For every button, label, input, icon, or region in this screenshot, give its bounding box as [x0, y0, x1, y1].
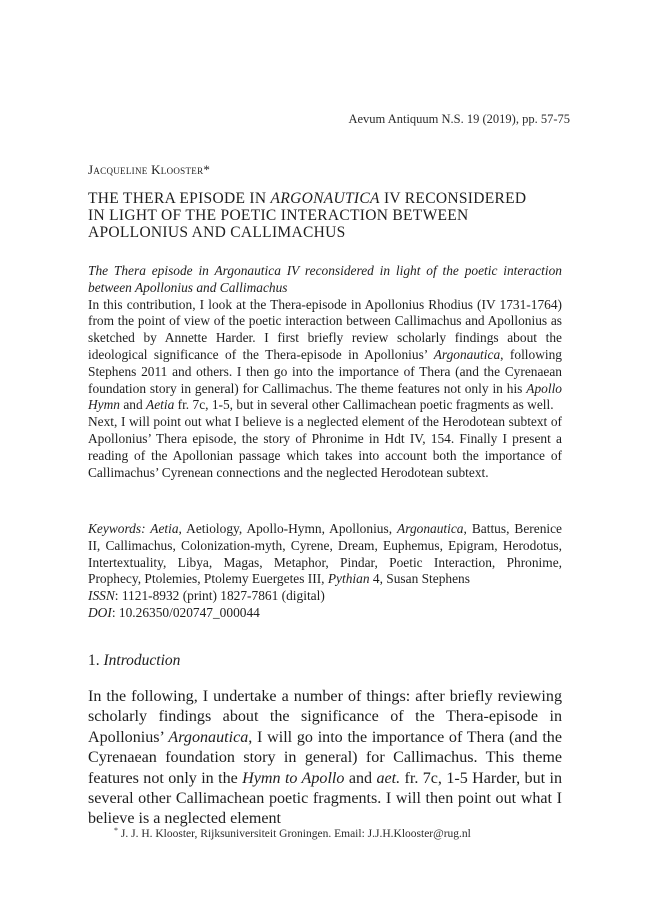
keywords-italic: Pythian	[327, 571, 370, 587]
keywords-italic: Argonautica	[397, 521, 464, 536]
abstract-italic: Aetia	[146, 397, 175, 413]
doi-line	[88, 605, 562, 622]
body-span: , I will go into the importance of Thera (and the Cyrenaean foundation story in general) for Callimachus. This theme features not only in the	[88, 728, 562, 787]
author-name: Jacqueline Klooster*	[88, 162, 211, 177]
footnote-text: J. J. H. Klooster, Rijksuniversiteit Groningen. Email: J.J.H.Klooster@rug.nl	[118, 828, 471, 840]
abstract-paragraph-2: Next, I will point out what I believe is a neglected element of the Herodotean subtext of Apollonius’ Thera episode, the story of Phronime in Hdt IV, 154. Finally I present a reading of the Apollonian passage which takes into account both the importance of Callimachus’ Cyrenean connections and the neglected Herodotean subtext.	[88, 414, 562, 480]
abstract-text: and	[119, 397, 147, 413]
abstract-paragraph-1	[88, 297, 562, 415]
body-italic: Argonautica	[168, 728, 249, 746]
abstract-italic-title: The Thera episode in Argonautica IV reconsidered in light of the poetic interaction between Apollonius and Callimachus	[88, 263, 562, 295]
title-italic: ARGONAUTICA	[270, 190, 380, 207]
title-line-2: IN LIGHT OF THE POETIC INTERACTION BETWEEN	[88, 207, 469, 224]
paper-title	[88, 190, 568, 241]
body-span: fr. 7c, 1-5 Harder, but in several other Callimachean poetic fragments. I will then point out what I believe is a neglected element	[88, 769, 563, 828]
keywords-block	[88, 521, 562, 622]
doi-label: DOI	[88, 604, 112, 620]
footnote	[114, 826, 471, 840]
abstract	[88, 263, 562, 481]
doi-value: : 10.26350/020747_000044	[111, 604, 260, 620]
title-text: THE THERA EPISODE IN	[88, 190, 271, 207]
body-span: In the following, I undertake a number of things: after briefly reviewing scholarly findings about the significance of the Thera-episode in Apollonius’	[88, 688, 562, 746]
section-number: 1.	[88, 652, 104, 669]
keywords-text: 4, Susan Stephens	[369, 571, 470, 587]
abstract-italic: Argonautica	[433, 346, 501, 362]
keywords-text: , Aetiology, Apollo-Hymn, Apollonius,	[178, 521, 398, 536]
abstract-text: fr. 7c, 1-5, but in several other Callimachean poetic fragments as well.	[174, 397, 554, 413]
body-span: and	[344, 769, 377, 787]
keywords-text: , Battus, Berenice II, Callimachus, Colonization-myth, Cyrene, Dream, Euphemus, Epigram, Herodotus, Intertextuality, Libya, Magas, Metaphor, Pindar, Poetic Interaction, Phronime, Prophecy, Ptolemies, Ptolemy Euergetes III,	[88, 521, 562, 587]
title-text: IV RECONSIDERED	[379, 190, 527, 207]
section-heading	[88, 652, 180, 670]
issn-label: ISSN	[88, 588, 115, 604]
body-paragraph	[88, 687, 562, 830]
journal-reference: Aevum Antiquum N.S. 19 (2019), pp. 57-75	[348, 112, 570, 126]
issn-line	[88, 588, 562, 605]
abstract-text: , following Stephens 2011 and others. I then go into the importance of Thera (and the Cyrenaean foundation story in general) for Callimachus. The theme features not only in his	[88, 346, 562, 396]
footnote-marker: *	[114, 826, 118, 835]
body-text	[88, 687, 562, 830]
abstract-italic: Apollo Hymn	[88, 380, 562, 413]
title-line-1	[88, 190, 568, 207]
issn-value: : 1121-8932 (print) 1827-7861 (digital)	[114, 588, 325, 604]
keywords-label: Keywords: Aetia	[88, 521, 179, 536]
title-line-3: APOLLONIUS AND CALLIMACHUS	[88, 224, 346, 241]
abstract-text: In this contribution, I look at the Thera-episode in Apollonius Rhodius (IV 1731-1764) from the point of view of the poetic interaction between Callimachus and Apollonius as sketched by Annette Harder. I first briefly review scholarly findings about the ideological significance of the Thera-episode in Apollonius’	[88, 296, 562, 362]
keywords-list	[88, 521, 562, 588]
section-title: Introduction	[103, 652, 181, 669]
body-italic: Hymn to Apollo	[242, 769, 345, 787]
body-italic: aet.	[376, 769, 401, 787]
